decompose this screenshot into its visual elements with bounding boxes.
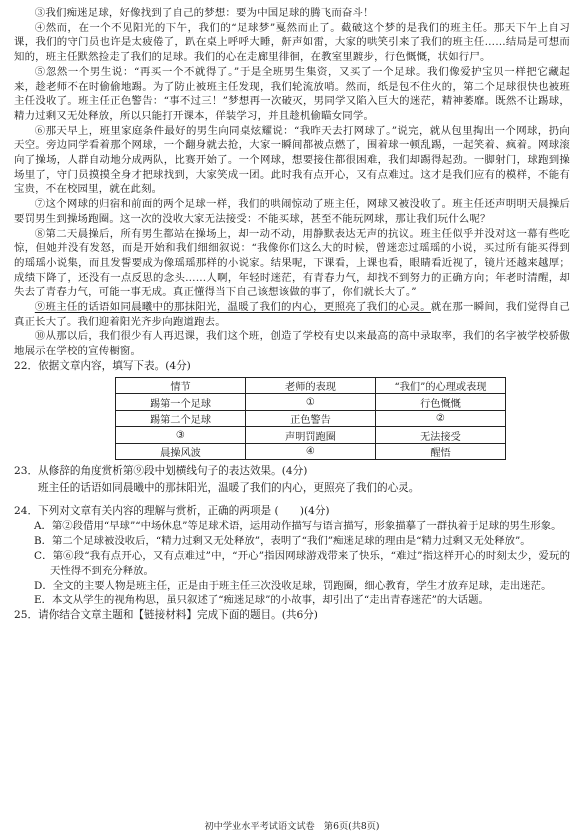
table-header-cell: 老师的表现 xyxy=(246,377,376,394)
table-cell: 晨操风波 xyxy=(116,443,246,460)
table-header-cell: “我们”的心理或表现 xyxy=(376,377,506,394)
table-cell: 醒悟 xyxy=(376,443,506,460)
plot-table xyxy=(115,377,506,461)
paragraph-7: ⑦这个网球的归宿和前面的两个足球一样，我们的哄闹惊动了班主任，网球又被没收了。班主任还声明明天晨操后要罚男生到操场跑圈。这一次的没收大家无法接受：不能买球，甚至不能玩网球，那让我们玩什么呢？ xyxy=(14,198,570,225)
paragraph-6: ⑥那天早上，班里家庭条件最好的男生向同桌炫耀说：“我昨天去打网球了。”说完，就从包里掏出一个网球，扔向天空。旁边同学看着那个网球，一个翻身就去抢，大家一瞬间都被点燃了，围着球一顿乱踢，一起笑着、疯着。网球滚向了操场，人群自动地分成两队，比赛开始了。一个网球，想要接住都很困难，我们却踢得起劲。一脚射门，球跑到操场里了，守门员摸摸全身才把球找到，大家笑成一团。此时我有点开心，又有点难过。这才是我们应有的模样，不能有宝贵，不在校园里，就在此刻。 xyxy=(14,124,570,196)
paragraph-8: ⑧第二天晨操后，所有男生都站在操场上，却一动不动，用静默表达无声的抗议。班主任似乎并没对这一幕有些吃惊，但她并没有发怒，而是开始和我们细细叙说：“我像你们这么大的时候，曾迷恋过瑶瑶的小说，买过所有能买得到的瑶瑶小说集，而且发誓要成为像瑶瑶那样的小说家。结果呢，下课看，上课也看，眼睛看近视了，镜片还越来越厚；成绩下降了，还没有一点反思的念头……人啊，年轻时迷茫，有青春力气，却找不到努力的正确方向；年老时清醒，却失去了青春力气，可能一事无成。真正懂得当下自己该想该做的事了，你们就长大了。” xyxy=(14,227,570,299)
table-cell: 踢第二个足球 xyxy=(116,410,246,427)
table-header-cell: 情节 xyxy=(116,377,246,394)
paragraph-9 xyxy=(14,300,570,329)
table-row xyxy=(116,443,506,460)
table-cell: 正色警告 xyxy=(246,410,376,427)
table-cell: ④ xyxy=(246,443,376,460)
table-row xyxy=(116,427,506,444)
table-cell: 行色慨慨 xyxy=(376,394,506,411)
option-c: C．第⑥段“我有点开心，又有点难过”中，“开心”指因网球游戏带来了快乐，“难过”指这样开心的时刻太少，爱玩的天性得不到充分释放。 xyxy=(34,549,570,577)
underlined-sentence: ⑨班主任的话语如同晨曦中的那抹阳光，温暖了我们的内心，更照亮了我们的心灵。 xyxy=(34,301,431,314)
paragraph-5: ⑤忽然一个男生说：“再买一个不就得了。”于是全班男生集资，又买了一个足球。我们像爱护宝贝一样把它藏起来，趁老师不在时偷偷地踢。为了防止被班主任发现，我们轮流放哨。然而，纸是包不住火的，第二个足球很快也被班主任没收了。班主任正色警告：“事不过三！”梦想再一次破灭，男同学又陷入巨大的迷茫，精神萎靡。既然不让踢球，精力过剩又无处释放，所以只能打开课本，佯装学习，并且趁机偷瞄女同学。 xyxy=(14,65,570,122)
table-cell: 踢第一个足球 xyxy=(116,394,246,411)
question-24-stem: 24．下列对文章有关内容的理解与赏析，正确的两项是 ( )(4分) xyxy=(14,505,330,518)
table-cell: 声明罚跑圈 xyxy=(246,427,376,444)
question-22-stem: 22．依据文章内容，填写下表。(4分) xyxy=(14,359,191,372)
paragraph-9-rest: 就在那一瞬间，我们觉得自己真正长大了。我们迎着阳光齐步向跑道跑去。 xyxy=(14,301,570,328)
option-e: E．本文从学生的视角构思，虽只叙述了“痴迷足球”的小故事，却引出了“走出青春迷茫”的大话题。 xyxy=(34,594,489,607)
option-d: D．全文的主要人物是班主任，正是由于班主任三次没收足球，罚跑圈，细心教育，学生才放弃足球，走出迷茫。 xyxy=(34,579,552,592)
table-cell: ① xyxy=(246,394,376,411)
article-body xyxy=(14,6,570,359)
table-cell: 无法接受 xyxy=(376,427,506,444)
table-row xyxy=(116,394,506,411)
table-cell: ③ xyxy=(116,427,246,444)
option-a: A．第②段借用“早球”“中场休息”等足球术语，运用动作描写与语言描写，形象描摹了一群执着于足球的男生形象。 xyxy=(34,520,562,533)
paragraph-3: ③我们痴迷足球，好像找到了自己的梦想：要为中国足球的腾飞而奋斗！ xyxy=(34,7,374,19)
option-b: B．第二个足球被没收后，“精力过剩又无处释放”，表明了“我们”痴迷足球的理由是“精力过剩又无处释放”。 xyxy=(34,535,531,548)
question-25-stem: 25．请你结合文章主题和【链接材料】完成下面的题目。(共6分) xyxy=(14,609,318,622)
question-23-sentence: 班主任的话语如同晨曦中的那抹阳光，温暖了我们的内心，更照亮了我们的心灵。 xyxy=(38,482,420,495)
spacer xyxy=(14,496,570,504)
paragraph-4: ④然而，在一个不见阳光的下午，我们的“足球梦”戛然而止了。截破这个梦的是我们的班主任。那天下午上自习课，我们的守门员也许是太疲倦了，趴在桌上呼呼大睡，鼾声如雷，大家的哄笑引来了我们的班主任……结局是可想而知的，班主任默然捡走了我们的足球。我们的心在走廊里徘徊，在教室里踱步，行色慨慨，状如行尸。 xyxy=(14,21,570,64)
question-23-stem: 23．从修辞的角度赏析第⑨段中划横线句子的表达效果。(4分) xyxy=(14,465,308,478)
table-row xyxy=(116,410,506,427)
page-footer: 初中学业水平考试语文试卷 第6页(共8页) xyxy=(204,821,380,832)
table-cell: ② xyxy=(376,410,506,427)
table-header-row xyxy=(116,377,506,394)
paragraph-10: ⑩从那以后，我们很少有人再迟课，我们这个班，创造了学校有史以来最高的高中录取率，我们的名字被学校骄傲地展示在学校的宣传橱窗。 xyxy=(14,330,570,358)
